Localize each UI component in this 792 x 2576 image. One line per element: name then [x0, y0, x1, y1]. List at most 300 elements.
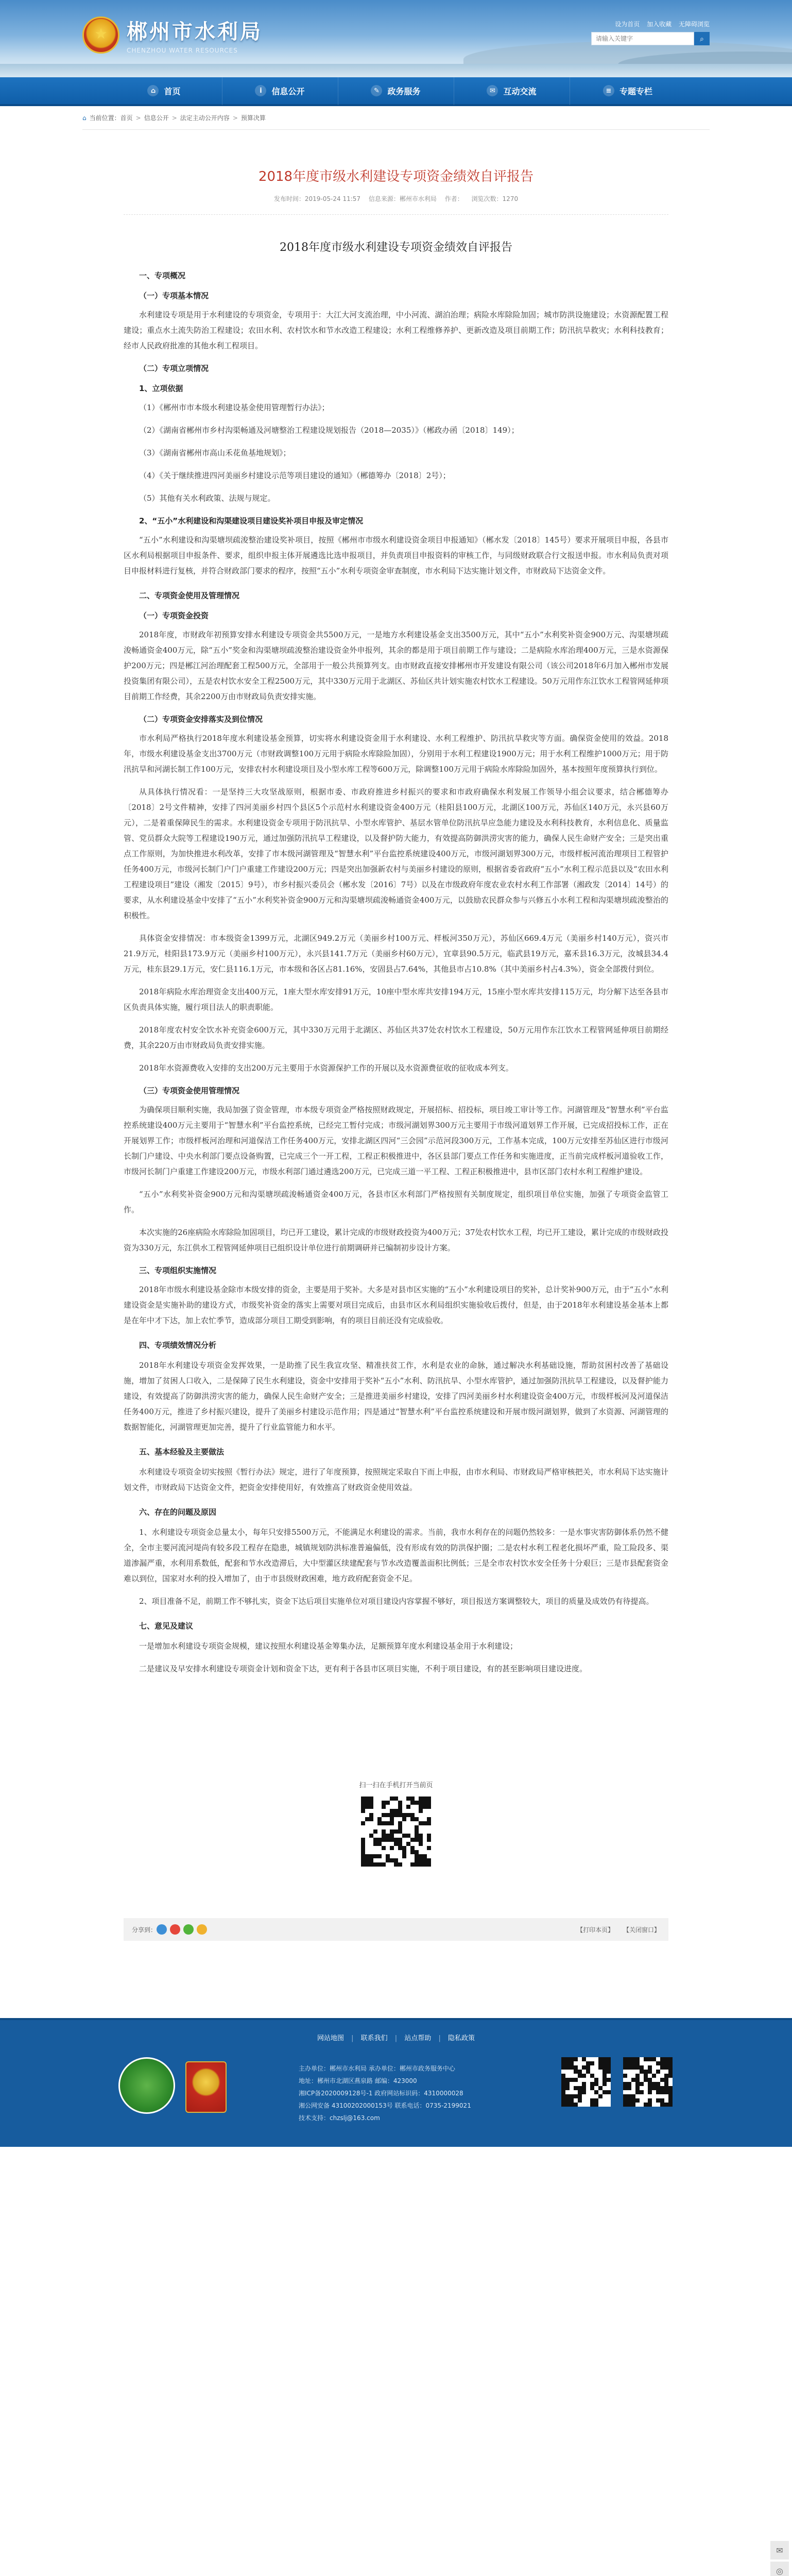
qr-module [631, 2082, 635, 2086]
qr-module [410, 1817, 415, 1821]
subsection-heading: （二）专项立项情况 [139, 364, 209, 373]
paragraph: 为确保项目顺利实施，我局加强了资金管理，市本级专项资金严格按照财政规定，开展招标、招投标，项目竣工审计等工作。河湖管理及“智慧水利”平台监控系统建设400万元主要用于“智慧水利”平台监控系统，已经完工暂付完成；市级河湖划界300万元主要用于市级河道划界工作开展，已完成招投标工作，正在开展划界工作；市级样板河治理和河道保洁工作任务400万元，安排北湖区四河“三会园”示范河段300万元，工作基本完成，100万元安排至苏仙区进行市级河长制门户建设、中央水利部门要点设备购置，已完成三个一开工程，工程正积极推进中，各区县部门要点工作任务和实施进度，正当前完成样板河道验收工作，市级河长制门户重建工作建设200万元，市级水利部门通过遴选200万元，已完成三道一平工程、工程正积极推进中，县市区部门农村水利工程维护建设。 [124, 1105, 668, 1176]
close-window-link[interactable]: 【关闭窗口】 [623, 1926, 660, 1934]
qr-module [652, 2082, 656, 2086]
qr-module [582, 2070, 586, 2074]
qr-module [369, 1801, 373, 1805]
qr-module [640, 2078, 644, 2082]
qr-module [394, 1846, 398, 1850]
qr-module [640, 2094, 644, 2098]
qr-module [410, 1862, 415, 1867]
footer-link-help[interactable]: 站点帮助 [404, 2035, 432, 2042]
qr-module [361, 1842, 365, 1846]
qr-module [427, 1838, 431, 1842]
qr-module [386, 1797, 390, 1801]
location-icon: ⌂ [82, 114, 87, 122]
qr-module [664, 2086, 668, 2090]
qr-module [623, 2090, 627, 2094]
footer-link-privacy[interactable]: 隐私政策 [448, 2035, 475, 2042]
qr-module [631, 2074, 635, 2078]
qr-module [386, 1829, 390, 1834]
qr-module [419, 1801, 423, 1805]
qr-module [390, 1825, 394, 1829]
paragraph: 从具体执行情况看：一是坚持三大攻坚战原则，根据市委、市政府推进乡村振兴的要求和市政府确保水利发展工作领导小组会议要求，结合郴德筹办〔2018〕2号文件精神，安排了四河美丽乡村四个县区5个示范村水利建设资金400万元（桂阳县100万元，北湖区100万元，苏仙区140万元，永兴县60万元），二是着重保障民生的需求。水利建设资金专项用于防汛抗旱、小型水库管护、基层水管单位防汛抗旱应急能力建设及水利科技教育，水利信息化、质量监管、党员群众大院等工程建设190万元，通过加强防汛抗旱工程建设，以及督护防大能力，有效提高防御洪涝灾害的能力，确保人民生命财产安全；三是突出重点工作原则，为加快推进水利改革，安排了市本级河湖管理及“智慧水利”平台监控系统建设400万元，市级河湖划界300万元，市级样板河流治理项目工程管护任务400万元，市级河长制门户门户重建工作建设200万元；四是突出加强新农村与美丽乡村建设的原则，根据省委省政府“五小”水利工程示范县以及“农田水利工程建设项目”建设（湘发〔2015〕9号），市乡村振兴委员会（郴水发〔2016〕7号）以及在市级政府年度农业农村水利工作部署（湘政发〔2014〕14号）的要求，从水利建设基金中安排了“五小”水利奖补资金900万元和沟渠塘坝疏浚畅通资金400万元，以鼓励农民群众参与兴修五小水利工程和沟渠塘坝疏浚整治的积极性。 [124, 787, 668, 920]
qr-module [586, 2090, 590, 2094]
qr-module [644, 2086, 648, 2090]
qr-module [369, 1854, 373, 1858]
qr-module [361, 1862, 365, 1867]
qr-module [377, 1825, 382, 1829]
paragraph: 1、水利建设专项资金总量太小，每年只安排5500万元，不能满足水利建设的需求。当前，我市水利存在的问题仍然较多：一是水事灾害防御体系仍然不健全，全市主要河流河堤尚有较多段工程存在隐患，城镇规划防洪标准普遍偏低，没有形成有效的防洪保护圈；二是农村水利工程老化损坏严重，险工险段多、渠道渗漏严重，水利用系数低，配套和节水改造滞后，大中型灌区续建配套与节水改造覆盖面积比例低；三是全市农村饮水安全任务十分艰巨；三是市县配套资金难以到位，国家对水利的投入增加了，由于市县级财政困难，地方政府配套资金不足。 [124, 1528, 668, 1583]
qr-module [386, 1842, 390, 1846]
qr-module [631, 2094, 635, 2098]
qr-module [668, 2094, 673, 2098]
qr-module [406, 1817, 410, 1821]
qr-module [390, 1801, 394, 1805]
paragraph: 2、项目准备不足，前期工作不够扎实，资金下达后项目实施单位对项目建设内容掌握不够好，项目报送方案调整较大，项目的质量及成效仍有待提高。 [139, 1597, 654, 1606]
qr-module [574, 2065, 578, 2070]
qr-module [652, 2061, 656, 2065]
nav-item-service[interactable] [338, 76, 454, 105]
paragraph: 2018年市级水利建设基金除市本级安排的资金，主要是用于奖补。大多是对县市区实施的“五小”水利建设项目的奖补，总计奖补900万元，由于“五小”水利建设资金是实施补助的建设方式，市级奖补资金的落实上需要对项目完成后，由县市区水利局组织实施验收后拨付，但是，由于2018年水利建设基金基本上都是在年中才下达，加上农忙季节，造成部分项目工期受到影响，有的项目目前还没有完成验收。 [124, 1285, 668, 1325]
mobile-qr-section [124, 1780, 668, 1867]
qr-module [386, 1850, 390, 1854]
qr-module [660, 2057, 664, 2061]
qr-module [427, 1846, 431, 1850]
nav-item-home[interactable] [107, 76, 222, 105]
qr-module [631, 2103, 635, 2107]
qr-module [410, 1801, 415, 1805]
search-button[interactable] [694, 32, 710, 45]
qr-module [402, 1862, 406, 1867]
qr-module [644, 2090, 648, 2094]
qr-module [631, 2065, 635, 2070]
qr-module [427, 1809, 431, 1813]
qr-module [590, 2098, 594, 2103]
search-input[interactable] [591, 32, 694, 45]
qr-module [570, 2061, 574, 2065]
qr-module [398, 1838, 402, 1842]
qr-module [369, 1842, 373, 1846]
subsection-heading: 2、“五小”水利建设和沟渠建设项目建设奖补项目申报及审定情况 [139, 516, 364, 526]
paragraph: （4）《关于继续推进四河美丽乡村建设示范等项目建设的通知》（郴德筹办〔2018〕2号）； [139, 471, 451, 480]
qr-module [415, 1809, 419, 1813]
qr-module [410, 1829, 415, 1834]
qr-module [598, 2086, 602, 2090]
qr-module [394, 1825, 398, 1829]
qr-module [398, 1809, 402, 1813]
qr-module [570, 2065, 574, 2070]
qr-module [631, 2086, 635, 2090]
qr-module [644, 2061, 648, 2065]
qr-module [635, 2082, 640, 2086]
qr-module [410, 1838, 415, 1842]
qr-module [402, 1834, 406, 1838]
qr-module [644, 2103, 648, 2107]
qr-module [427, 1854, 431, 1858]
qr-module [394, 1854, 398, 1858]
qr-module [660, 2074, 664, 2078]
qr-module [377, 1838, 382, 1842]
qr-module [664, 2078, 668, 2082]
nav-item-topics[interactable] [570, 76, 686, 105]
qr-module [377, 1797, 382, 1801]
qr-module [635, 2094, 640, 2098]
qr-module [390, 1821, 394, 1825]
qr-module [607, 2078, 611, 2082]
qr-module [394, 1801, 398, 1805]
qr-module [590, 2070, 594, 2074]
qr-code [361, 1797, 431, 1867]
qr-module [394, 1858, 398, 1862]
qr-module [598, 2078, 602, 2082]
qr-module [652, 2094, 656, 2098]
nav-item-label: 专题专栏 [619, 86, 652, 96]
qr-module [398, 1858, 402, 1862]
qr-module [602, 2094, 607, 2098]
qr-module [402, 1809, 406, 1813]
qr-module [565, 2103, 570, 2107]
footer-link-sitemap[interactable]: 网站地图 [317, 2035, 344, 2042]
qr-module [574, 2082, 578, 2086]
qr-module [419, 1842, 423, 1846]
qr-module [635, 2103, 640, 2107]
qr-module [373, 1817, 377, 1821]
qr-module [652, 2057, 656, 2061]
accessibility-link[interactable]: 无障碍浏览 [678, 21, 710, 28]
breadcrumb-item-info[interactable]: 信息公开 [144, 114, 169, 122]
qr-module [623, 2057, 627, 2061]
qr-module [427, 1829, 431, 1834]
qr-module [390, 1842, 394, 1846]
qr-module [627, 2082, 631, 2086]
qr-module [410, 1854, 415, 1858]
qr-module [578, 2103, 582, 2107]
qr-module [402, 1797, 406, 1801]
qr-module [602, 2103, 607, 2107]
qr-module [660, 2082, 664, 2086]
qr-module [390, 1862, 394, 1867]
qr-module [361, 1829, 365, 1834]
paragraph: （5）其他有关水利政策、法规与规定。 [139, 494, 276, 503]
nav-item-interaction[interactable] [454, 76, 570, 105]
qr-module [561, 2094, 565, 2098]
qr-module [410, 1842, 415, 1846]
qr-module [623, 2082, 627, 2086]
qr-module [582, 2098, 586, 2103]
qr-module [427, 1862, 431, 1867]
wechat-float-icon[interactable]: ✉ [770, 2541, 789, 2560]
qr-module [373, 1854, 377, 1858]
qr-module [382, 1846, 386, 1850]
qr-module [415, 1850, 419, 1854]
qr-module [423, 1858, 427, 1862]
qr-module [406, 1846, 410, 1850]
qr-module [582, 2082, 586, 2086]
qr-module [590, 2094, 594, 2098]
qr-module [402, 1854, 406, 1858]
qr-module [561, 2074, 565, 2078]
qr-module [627, 2090, 631, 2094]
qr-module [664, 2061, 668, 2065]
qr-module [398, 1846, 402, 1850]
qr-module [365, 1850, 369, 1854]
party-government-badge-icon[interactable] [118, 2057, 175, 2114]
qr-module [365, 1813, 369, 1817]
qr-module [386, 1809, 390, 1813]
footer-address: 地址：郴州市北湖区燕泉路 邮编：423000 [299, 2077, 417, 2084]
qr-module [565, 2078, 570, 2082]
qr-module [419, 1813, 423, 1817]
qr-module [365, 1829, 369, 1834]
qzone-icon[interactable] [197, 1924, 207, 1935]
breadcrumb-separator: > [171, 114, 177, 122]
qr-module [602, 2074, 607, 2078]
qq-icon[interactable] [157, 1924, 167, 1935]
qr-module [574, 2103, 578, 2107]
qr-module [427, 1813, 431, 1817]
qr-module [660, 2094, 664, 2098]
qr-module [361, 1805, 365, 1809]
qr-module [390, 1829, 394, 1834]
footer-icp[interactable]: 湘ICP备2020009128号-1 政府网站标识码：4310000028 [299, 2090, 463, 2097]
print-link[interactable]: 【打印本页】 [577, 1926, 614, 1934]
qr-module [390, 1846, 394, 1850]
qr-module [402, 1858, 406, 1862]
qr-module [656, 2094, 660, 2098]
site-footer [0, 2018, 792, 2147]
footer-link-contact[interactable]: 联系我们 [360, 2035, 388, 2042]
qr-module [627, 2065, 631, 2070]
subsection-heading: （一）专项资金投资 [139, 611, 209, 620]
qr-label: 扫一扫在手机打开当前页 [359, 1782, 433, 1789]
qr-module [382, 1817, 386, 1821]
qr-module [365, 1805, 369, 1809]
qr-module [652, 2078, 656, 2082]
qr-module [373, 1809, 377, 1813]
qr-module [394, 1805, 398, 1809]
qr-module [664, 2094, 668, 2098]
qr-module [602, 2082, 607, 2086]
qr-module [394, 1813, 398, 1817]
qr-module [607, 2065, 611, 2070]
qr-module [394, 1842, 398, 1846]
qr-module [377, 1829, 382, 1834]
qr-module [427, 1817, 431, 1821]
qr-module [668, 2098, 673, 2103]
nav-item-label: 信息公开 [271, 86, 305, 96]
qr-module [635, 2098, 640, 2103]
breadcrumb-item-current[interactable]: 预算决算 [240, 114, 266, 122]
qr-module [390, 1813, 394, 1817]
qr-module [640, 2098, 644, 2103]
qr-module [644, 2074, 648, 2078]
qr-module [578, 2074, 582, 2078]
site-logo[interactable] [82, 15, 263, 54]
qr-module [423, 1862, 427, 1867]
qr-module [377, 1862, 382, 1867]
qr-module [369, 1821, 373, 1825]
header-decoration [0, 64, 792, 77]
qr-module [598, 2090, 602, 2094]
qr-module [570, 2090, 574, 2094]
qr-module [398, 1850, 402, 1854]
qr-module [382, 1829, 386, 1834]
qr-module [656, 2082, 660, 2086]
qr-module [590, 2065, 594, 2070]
qr-module [668, 2090, 673, 2094]
qr-module [419, 1825, 423, 1829]
qr-module [410, 1846, 415, 1850]
qr-module [644, 2057, 648, 2061]
qr-module [394, 1834, 398, 1838]
qr-module [377, 1813, 382, 1817]
qr-module [598, 2082, 602, 2086]
qr-module [607, 2098, 611, 2103]
paragraph: 市水利局严格执行2018年度水利建设基金预算，切实将水利建设资金用于水利建设、水利工程维护、防汛抗旱救灾等方面。确保资金使用的效益。2018年，市级水利建设基金支出3700万元（市财政调整100万元用于病险水库除险加固），分别用于水利工程建设1900万元；用于水利工程维护1000万元；用于防汛抗旱和河湖长制工作100万元，安排农村水利建设项目及小型水库工程等600万元，除调整100万元用于病险水库除险加固外，基本按照年度预算执行到位。 [124, 734, 668, 774]
paragraph: 2018年病险水库治理资金支出400万元，1座大型水库安排91万元，10座中型水库共安排194万元，15座小型水库共安排115万元，均分解下达至各县市区负责具体实施，履行项目法人的职责职能。 [124, 987, 668, 1012]
qr-module [390, 1805, 394, 1809]
qr-module [623, 2098, 627, 2103]
qr-module [578, 2057, 582, 2061]
qr-module [419, 1862, 423, 1867]
qr-module [631, 2057, 635, 2061]
error-report-badge-icon[interactable] [185, 2061, 227, 2113]
article-source: 信息来源：郴州市水利局 [368, 195, 437, 202]
qr-module [402, 1813, 406, 1817]
qr-module [590, 2078, 594, 2082]
qr-module [415, 1862, 419, 1867]
qr-module [561, 2065, 565, 2070]
qr-module [590, 2061, 594, 2065]
qr-module [398, 1797, 402, 1801]
breadcrumb-item-category[interactable]: 法定主动公开内容 [180, 114, 230, 122]
qr-module [406, 1813, 410, 1817]
qr-module [668, 2103, 673, 2107]
qr-module [410, 1821, 415, 1825]
article-meta [124, 194, 668, 215]
qr-module [377, 1821, 382, 1825]
qr-module [582, 2065, 586, 2070]
qr-module [574, 2070, 578, 2074]
qr-module [406, 1858, 410, 1862]
wechat-icon[interactable] [183, 1924, 194, 1935]
qr-module [419, 1846, 423, 1850]
qr-module [644, 2078, 648, 2082]
add-favorite-link[interactable]: 加入收藏 [647, 21, 672, 28]
qr-module [607, 2057, 611, 2061]
qr-module [635, 2065, 640, 2070]
qr-module [578, 2065, 582, 2070]
qr-module [427, 1858, 431, 1862]
qr-module [578, 2082, 582, 2086]
qr-module [406, 1854, 410, 1858]
article-container [82, 130, 710, 1887]
qr-module [565, 2074, 570, 2078]
qr-module [377, 1801, 382, 1805]
nav-item-info[interactable] [222, 76, 338, 105]
side-float-toolbar [770, 2541, 789, 2576]
qr-module [390, 1858, 394, 1862]
qr-module [656, 2086, 660, 2090]
qr-module [369, 1809, 373, 1813]
qr-module [586, 2098, 590, 2103]
qr-module [386, 1838, 390, 1842]
qr-module [386, 1805, 390, 1809]
weibo-icon[interactable] [170, 1924, 180, 1935]
qr-module [423, 1850, 427, 1854]
paragraph: 2018年度农村安全饮水补充资金600万元，其中330万元用于北湖区、苏仙区共37处农村饮水工程建设，50万元用作东江饮水工程管网延伸项目前期经费，其余220万由市财政局负责安排实施。 [124, 1025, 668, 1050]
qr-module [361, 1825, 365, 1829]
qr-module [640, 2074, 644, 2078]
qr-module [373, 1842, 377, 1846]
qr-module [578, 2090, 582, 2094]
qr-module [574, 2061, 578, 2065]
qr-module [627, 2098, 631, 2103]
qr-module [415, 1854, 419, 1858]
qr-module [415, 1858, 419, 1862]
article-actions [124, 1918, 668, 1941]
qr-module [373, 1821, 377, 1825]
set-homepage-link[interactable]: 设为首页 [615, 21, 640, 28]
qr-module [627, 2061, 631, 2065]
qr-module [623, 2065, 627, 2070]
qr-module [419, 1858, 423, 1862]
qr-module [382, 1797, 386, 1801]
breadcrumb-item-home[interactable]: 首页 [120, 114, 133, 122]
qr-module [561, 2098, 565, 2103]
qr-module [586, 2074, 590, 2078]
qr-module [644, 2098, 648, 2103]
qr-module [574, 2074, 578, 2078]
qr-module [644, 2070, 648, 2074]
qr-module [570, 2070, 574, 2074]
qr-module [594, 2090, 598, 2094]
section-heading: 二、专项资金使用及管理情况 [139, 591, 240, 600]
main-nav [0, 77, 792, 106]
footer-separator: | [351, 2035, 354, 2042]
qr-module [427, 1821, 431, 1825]
qr-module [640, 2065, 644, 2070]
qr-module [640, 2082, 644, 2086]
paragraph: 水利建设专项资金切实按照《暂行办法》规定，进行了年度预算，按照规定采取自下而上申报，由市水利局、市财政局严格审核把关，市水利局下达实施计划文件，市财政局下达资金文件，把资金安排使用好，有效推高了财政资金使用效益。 [124, 1467, 668, 1492]
qr-module [382, 1801, 386, 1805]
breadcrumb-separator: > [232, 114, 238, 122]
qr-module [386, 1834, 390, 1838]
qr-module [590, 2082, 594, 2086]
qr-module [373, 1862, 377, 1867]
footer-police[interactable]: 湘公网安备 43100202000153号 联系电话：0735-2199021 [299, 2102, 471, 2109]
qr-module [594, 2061, 598, 2065]
qr-module [561, 2070, 565, 2074]
qr-module [402, 1842, 406, 1846]
qr-module [365, 1825, 369, 1829]
qr-module [390, 1834, 394, 1838]
section-heading: 一、专项概况 [139, 271, 186, 280]
qr-module [561, 2103, 565, 2107]
qr-module [423, 1817, 427, 1821]
qr-module [623, 2078, 627, 2082]
weibo-float-icon[interactable]: ◎ [770, 2562, 789, 2576]
qr-module [365, 1809, 369, 1813]
qr-module [410, 1858, 415, 1862]
qr-module [565, 2057, 570, 2061]
qr-module [640, 2090, 644, 2094]
search-icon: ⌕ [700, 34, 704, 43]
qr-module [406, 1805, 410, 1809]
qr-module [398, 1834, 402, 1838]
qr-module [635, 2070, 640, 2074]
